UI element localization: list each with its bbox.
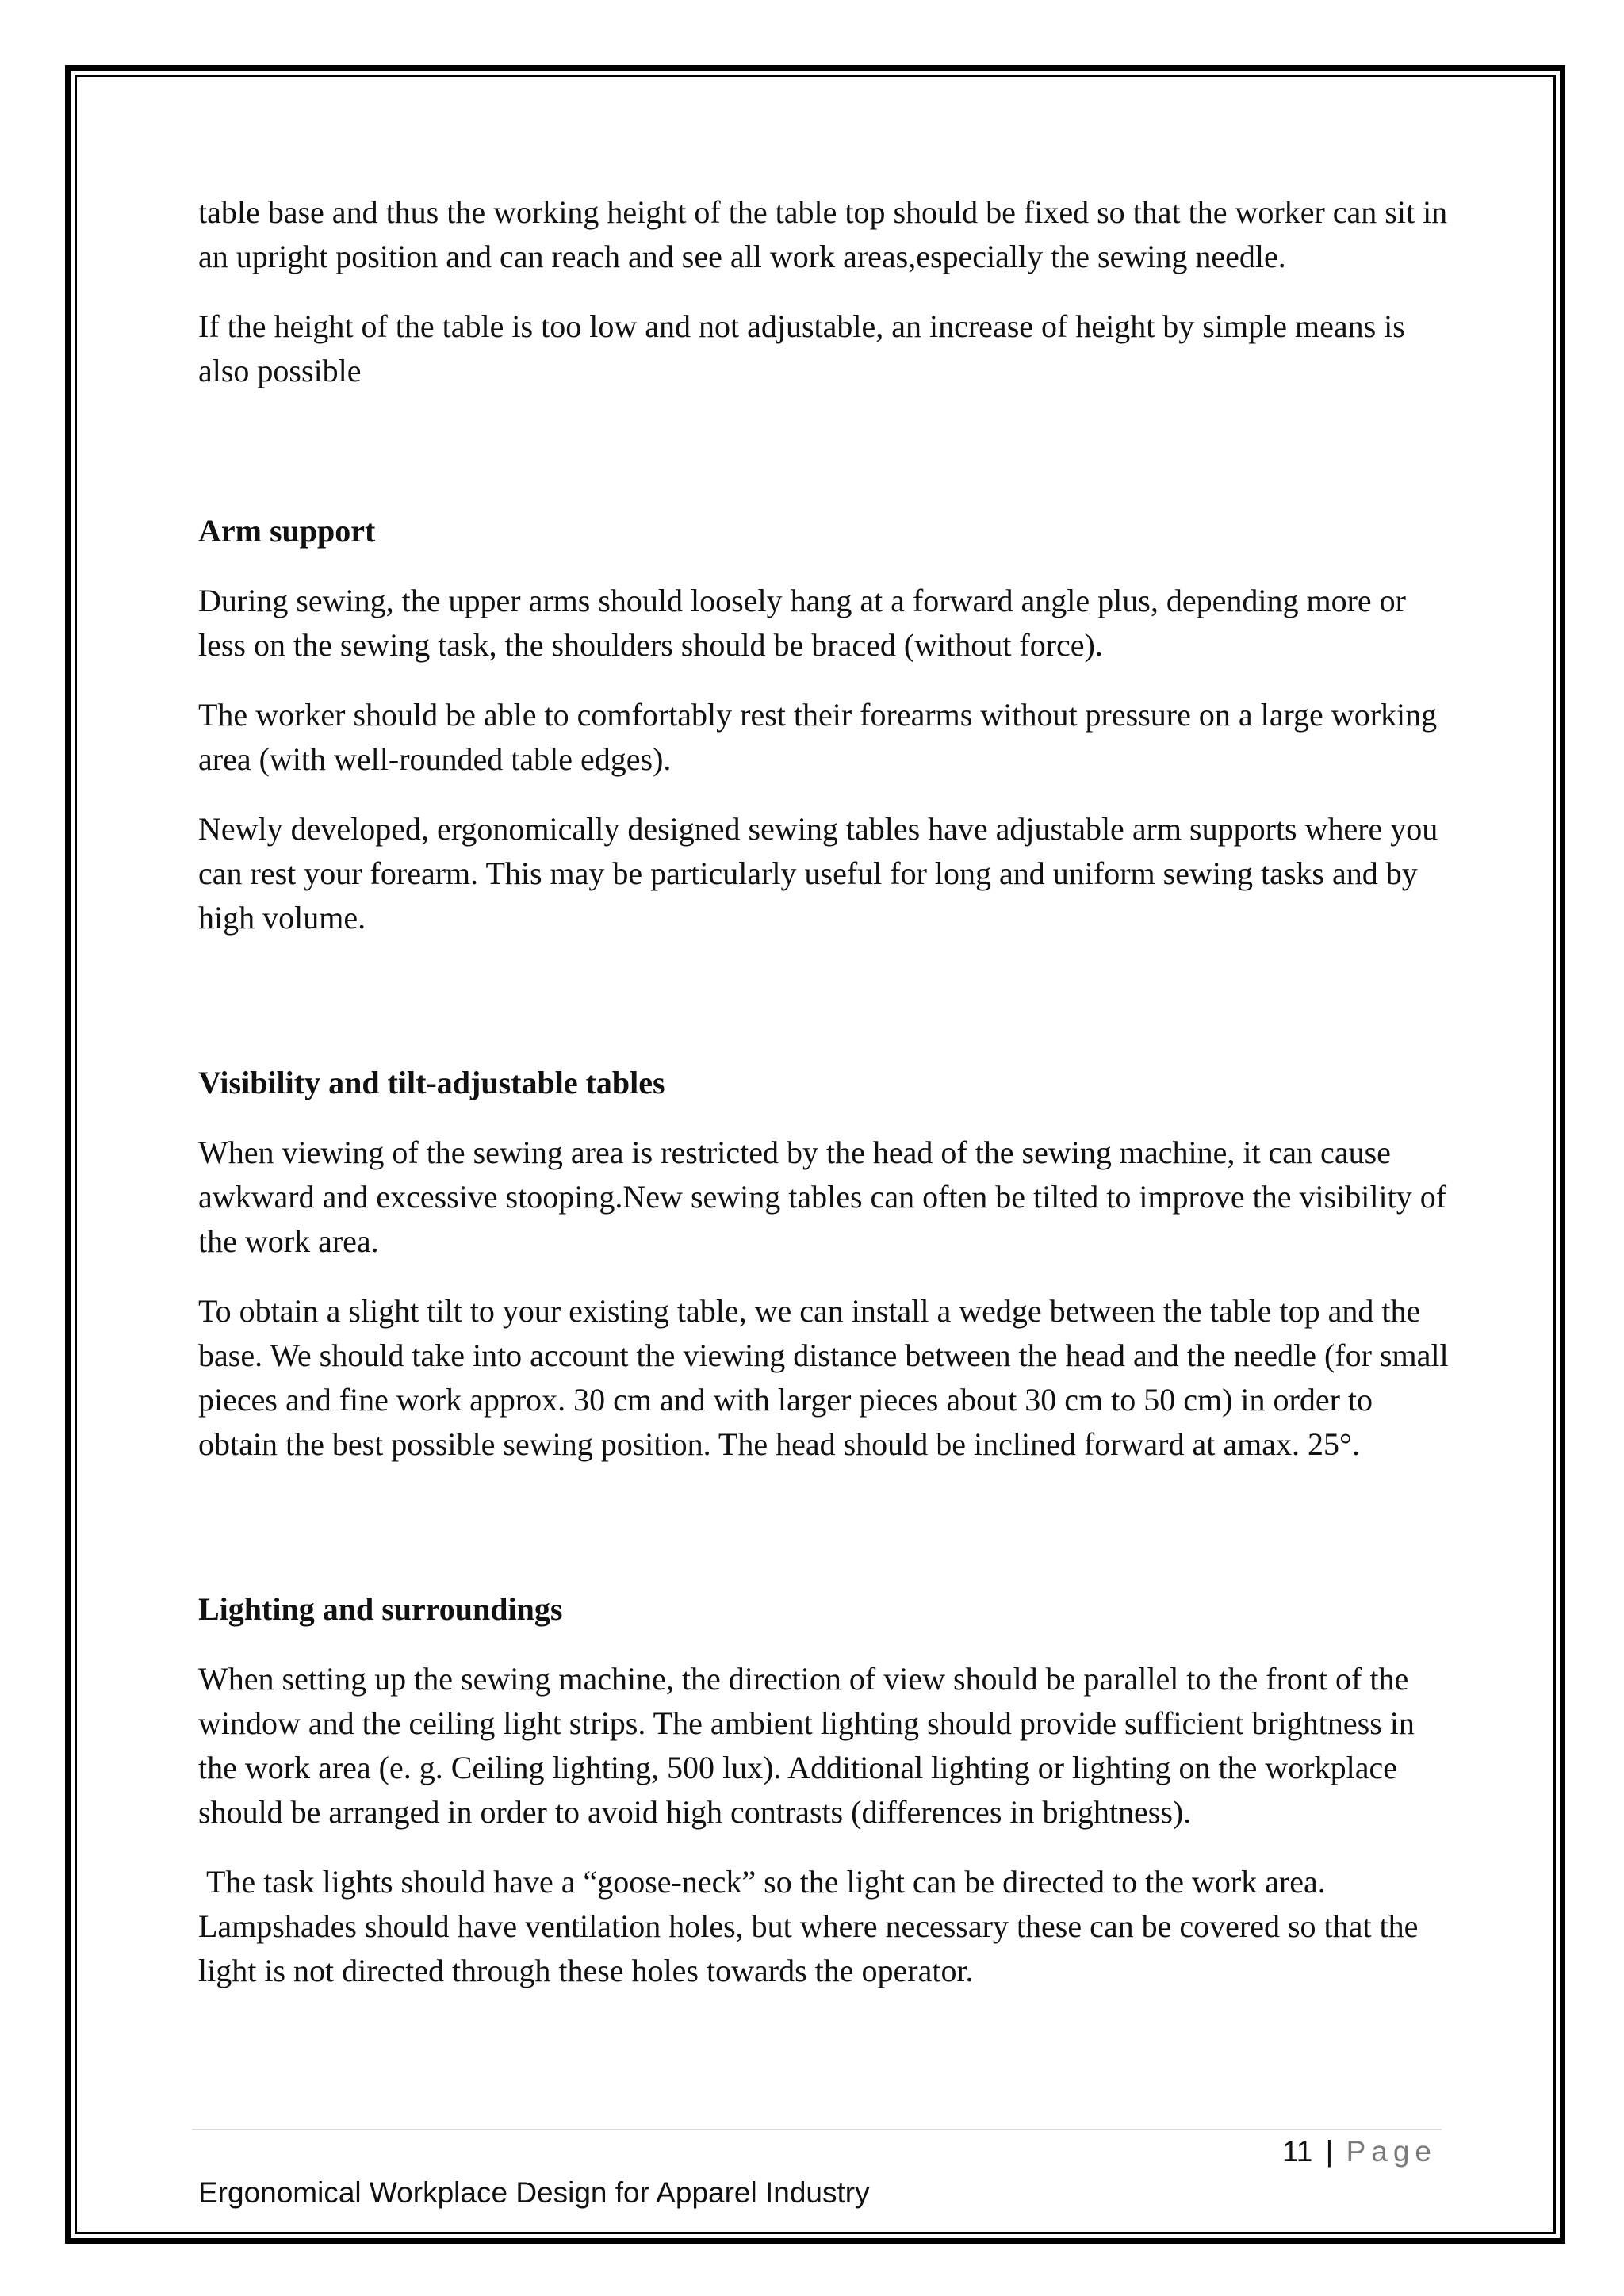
paragraph-forearm-rest: The worker should be able to comfortably rest their forearms without pressure on a large working area (with well-rounded table edges).	[198, 697, 1438, 777]
paragraph-task-lights: The task lights should have a “goose-neck” so the light can be directed to the work area. Lampshades should have ventilation holes, but where necessary these can be covered so that the light is not directed through these holes towards the operator.	[198, 1864, 1427, 1988]
heading-visibility: Visibility and tilt-adjustable tables	[198, 1065, 665, 1100]
paragraph-tilt-wedge: To obtain a slight tilt to your existing table, we can install a wedge between the table top and the base. We should take into account the viewing distance between the head and the needle (for small pieces and fine work approx. 30 cm and with larger pieces about 30 cm to 50 cm) in order to obtain the best possible sewing position. The head should be inclined forward at amax. 25°.	[198, 1293, 1449, 1462]
paragraph-viewing-restricted: When viewing of the sewing area is restricted by the head of the sewing machine, it can cause awkward and excessive stooping.New sewing tables can often be tilted to improve the visibility of the work area.	[198, 1135, 1447, 1259]
footer-document-title: Ergonomical Workplace Design for Apparel Industry	[198, 2176, 870, 2209]
paragraph-upper-arms: During sewing, the upper arms should loosely hang at a forward angle plus, depending more or less on the sewing task, the shoulders should be braced (without force).	[198, 583, 1406, 663]
paragraph-arm-supports: Newly developed, ergonomically designed sewing tables have adjustable arm supports where you can rest your forearm. This may be particularly useful for long and uniform sewing tasks and by high volume.	[198, 811, 1438, 936]
page-number-separator: |	[1325, 2135, 1334, 2168]
footer-divider	[192, 2129, 1442, 2130]
heading-lighting: Lighting and surroundings	[198, 1591, 563, 1627]
page-number: 11	[1281, 2135, 1313, 2168]
paragraph-table-height: If the height of the table is too low and not adjustable, an increase of height by simple means is also possible	[198, 308, 1405, 388]
page-word: Page	[1346, 2135, 1437, 2168]
page-number-label	[1282, 2133, 1437, 2171]
paragraph-direction-of-view: When setting up the sewing machine, the direction of view should be parallel to the front of the window and the ceiling light strips. The ambient lighting should provide sufficient brightness in the work area (e. g. Ceiling lighting, 500 lux). Additional lighting or lighting on the workplace should be arranged in order to avoid high contrasts (differences in brightness).	[198, 1661, 1415, 1830]
heading-arm-support: Arm support	[198, 513, 376, 549]
page-body	[198, 190, 1451, 2019]
paragraph-table-base: table base and thus the working height of the table top should be fixed so that the worker can sit in an upright position and can reach and see all work areas,especially the sewing needle.	[198, 194, 1448, 274]
